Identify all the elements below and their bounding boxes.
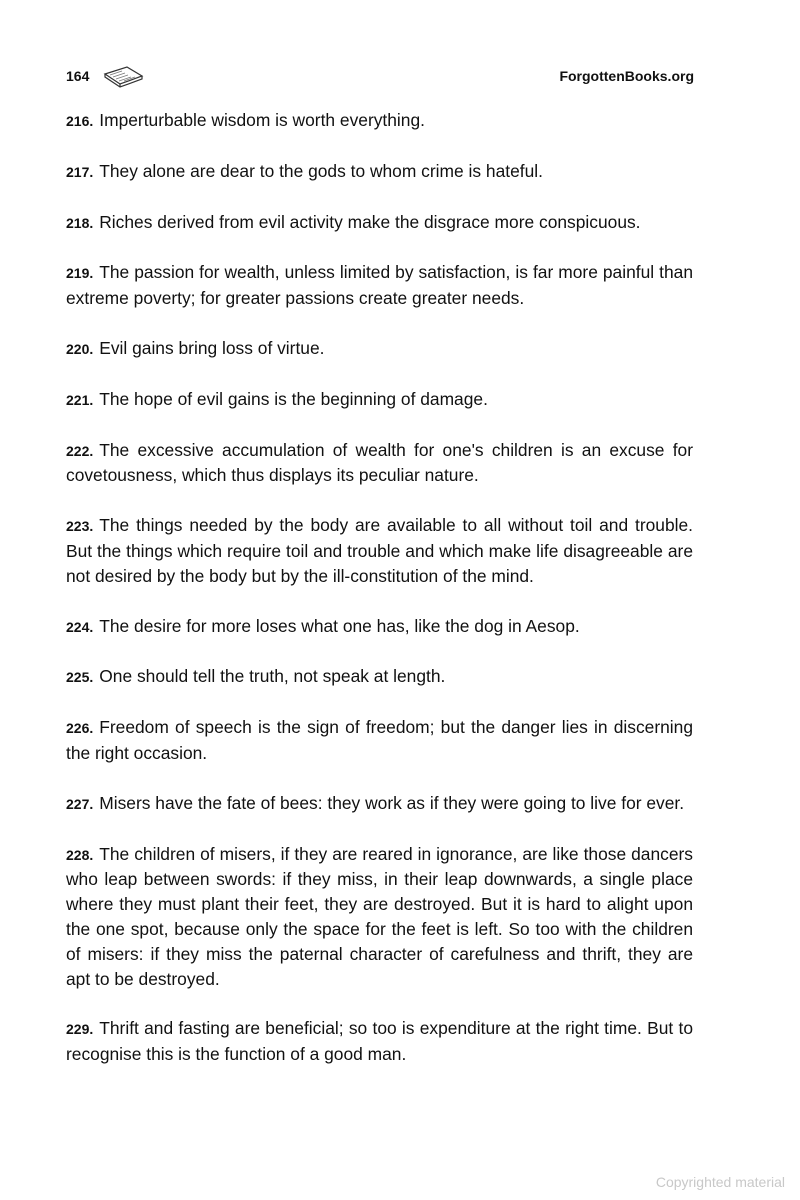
entry-number: 224. bbox=[66, 618, 94, 635]
entry-number: 222. bbox=[66, 442, 94, 459]
entry-224 bbox=[66, 614, 693, 640]
entry-text: The desire for more loses what one has, like the dog in Aesop. bbox=[99, 615, 580, 636]
entry-223 bbox=[66, 513, 693, 588]
entry-228 bbox=[66, 842, 693, 992]
entry-text: They alone are dear to the gods to whom crime is hateful. bbox=[99, 160, 543, 181]
entry-number: 229. bbox=[66, 1021, 94, 1038]
entry-number: 218. bbox=[66, 214, 94, 231]
entry-number: 217. bbox=[66, 163, 94, 180]
entry-219 bbox=[66, 260, 693, 311]
entry-text: One should tell the truth, not speak at length. bbox=[99, 666, 446, 687]
entry-number: 226. bbox=[66, 720, 94, 737]
entry-229 bbox=[66, 1016, 693, 1067]
entry-number: 221. bbox=[66, 391, 94, 408]
entry-221 bbox=[66, 387, 693, 413]
entry-text: Evil gains bring loss of virtue. bbox=[99, 337, 325, 358]
entry-225 bbox=[66, 664, 693, 690]
page-header bbox=[66, 64, 694, 92]
entry-text: The hope of evil gains is the beginning of damage. bbox=[99, 388, 488, 409]
page-number: 164 bbox=[66, 68, 90, 84]
entry-text: Misers have the fate of bees: they work as if they were going to live for ever. bbox=[99, 792, 685, 813]
entry-text: The children of misers, if they are reared in ignorance, are like those dancers who leap between swords: if they miss, in their leap downwards, a single place where they must plant their feet, they are destroyed. But it is hard to alight upon the one spot, because only the space for the feet is left. So too with the children of misers: if they miss the paternal character of carefulness and thrift, they are apt to be destroyed. bbox=[66, 843, 693, 989]
entry-220 bbox=[66, 336, 693, 362]
entry-number: 220. bbox=[66, 340, 94, 357]
entry-text: Imperturbable wisdom is worth everything. bbox=[99, 110, 425, 130]
entry-text: The excessive accumulation of wealth for one's children is an excuse for covetousness, which thus displays its peculiar nature. bbox=[66, 439, 693, 486]
entry-216 bbox=[66, 108, 693, 134]
entry-list bbox=[66, 108, 693, 1092]
entry-number: 225. bbox=[66, 669, 94, 686]
entry-text: The things needed by the body are available to all without toil and trouble. But the things which require toil and trouble and which make life disagreeable are not desired by the body but by the ill-constitution of the mind. bbox=[66, 515, 693, 586]
entry-text: Freedom of speech is the sign of freedom; but the danger lies in discerning the right occasion. bbox=[66, 717, 693, 763]
entry-number: 216. bbox=[66, 113, 94, 129]
entry-text: Riches derived from evil activity make the disgrace more conspicuous. bbox=[99, 211, 641, 232]
entry-number: 219. bbox=[66, 265, 94, 282]
entry-text: The passion for wealth, unless limited by satisfaction, is far more painful than extreme poverty; for greater passions create greater needs. bbox=[66, 262, 693, 309]
entry-218 bbox=[66, 210, 693, 236]
entry-217 bbox=[66, 159, 693, 185]
entry-number: 228. bbox=[66, 846, 94, 863]
site-name: ForgottenBooks.org bbox=[559, 68, 694, 84]
book-icon bbox=[102, 64, 144, 90]
entry-222 bbox=[66, 438, 693, 489]
entry-227 bbox=[66, 791, 693, 817]
entry-number: 227. bbox=[66, 795, 94, 812]
entry-text: Thrift and fasting are beneficial; so too is expenditure at the right time. But to recognise this is the function of a good man. bbox=[66, 1018, 693, 1065]
entry-number: 223. bbox=[66, 518, 94, 535]
entry-226 bbox=[66, 715, 693, 766]
copyright-notice: Copyrighted material bbox=[655, 1174, 785, 1190]
